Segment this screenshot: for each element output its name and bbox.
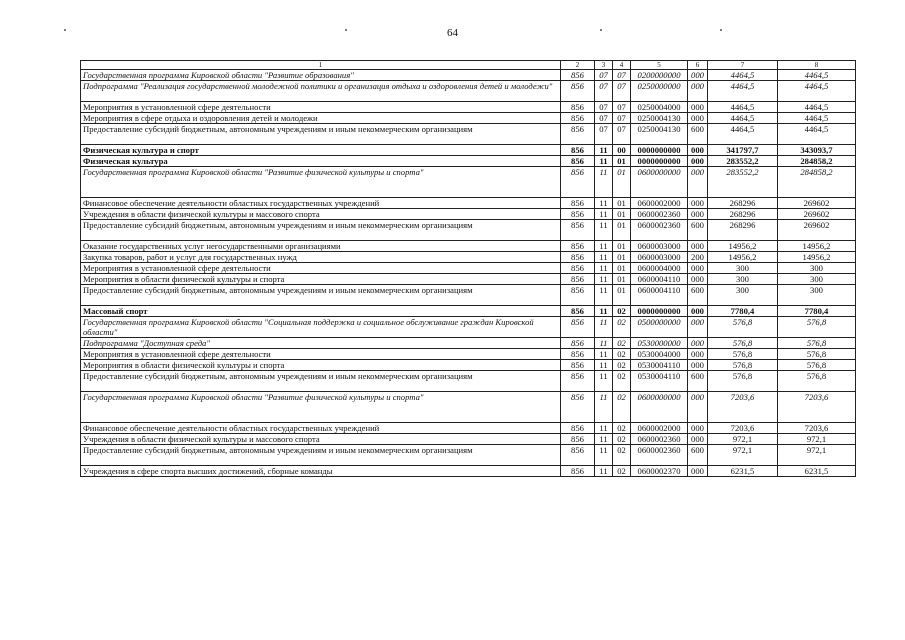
row-ministry-code: 856	[561, 349, 595, 360]
table-row	[81, 306, 856, 317]
row-name: Государственная программа Кировской области "Развитие физической культуры и спорта"	[81, 392, 561, 423]
row-expense-type: 600	[688, 445, 708, 466]
row-target-article: 0000000000	[631, 306, 688, 317]
row-subsection: 01	[613, 263, 631, 274]
row-name: Учреждения в области физической культуры и массового спорта	[81, 209, 561, 220]
row-section: 11	[595, 423, 613, 434]
row-subsection: 07	[613, 113, 631, 124]
row-ministry-code: 856	[561, 70, 595, 81]
row-name: Оказание государственных услуг негосударственными организациями	[81, 241, 561, 252]
row-expense-type: 000	[688, 317, 708, 338]
page-number: 64	[447, 27, 458, 39]
row-amount-2: 4464,5	[778, 124, 856, 145]
scan-speck	[600, 29, 602, 31]
row-section: 11	[595, 349, 613, 360]
row-expense-type: 000	[688, 102, 708, 113]
header-cell: 5	[631, 61, 688, 70]
row-ministry-code: 856	[561, 317, 595, 338]
row-expense-type: 000	[688, 338, 708, 349]
row-section: 11	[595, 198, 613, 209]
row-ministry-code: 856	[561, 263, 595, 274]
row-target-article: 0000000000	[631, 145, 688, 156]
row-amount-2: 576,8	[778, 349, 856, 360]
row-expense-type: 600	[688, 285, 708, 306]
row-expense-type: 000	[688, 274, 708, 285]
row-name: Мероприятия в установленной сфере деятельности	[81, 263, 561, 274]
row-expense-type: 000	[688, 392, 708, 423]
table-row	[81, 220, 856, 241]
row-amount-1: 14956,2	[708, 241, 778, 252]
table-row	[81, 263, 856, 274]
row-ministry-code: 856	[561, 423, 595, 434]
row-name: Мероприятия в области физической культуры и спорта	[81, 360, 561, 371]
row-target-article: 0600003000	[631, 241, 688, 252]
row-amount-1: 4464,5	[708, 70, 778, 81]
row-subsection: 01	[613, 241, 631, 252]
header-cell: 7	[708, 61, 778, 70]
row-section: 11	[595, 371, 613, 392]
row-amount-1: 4464,5	[708, 113, 778, 124]
row-target-article: 0600004000	[631, 263, 688, 274]
table-row	[81, 360, 856, 371]
row-target-article: 0600002360	[631, 434, 688, 445]
row-name: Массовый спорт	[81, 306, 561, 317]
row-target-article: 0500000000	[631, 317, 688, 338]
row-ministry-code: 856	[561, 156, 595, 167]
row-subsection: 07	[613, 102, 631, 113]
row-amount-2: 576,8	[778, 317, 856, 338]
row-name: Мероприятия в установленной сфере деятельности	[81, 349, 561, 360]
row-name: Учреждения в области физической культуры и массового спорта	[81, 434, 561, 445]
row-section: 07	[595, 124, 613, 145]
row-section: 11	[595, 338, 613, 349]
row-amount-1: 283552,2	[708, 156, 778, 167]
row-section: 11	[595, 252, 613, 263]
row-target-article: 0600002360	[631, 209, 688, 220]
row-name: Предоставление субсидий бюджетным, автономным учреждениям и иным некоммерческим организациям	[81, 445, 561, 466]
row-amount-2: 300	[778, 263, 856, 274]
row-ministry-code: 856	[561, 338, 595, 349]
table-row	[81, 70, 856, 81]
row-amount-1: 300	[708, 285, 778, 306]
table-row	[81, 156, 856, 167]
row-amount-2: 4464,5	[778, 70, 856, 81]
row-amount-2: 7203,6	[778, 392, 856, 423]
header-cell: 1	[81, 61, 561, 70]
table-row	[81, 113, 856, 124]
row-expense-type: 000	[688, 423, 708, 434]
table-body	[81, 70, 856, 477]
row-ministry-code: 856	[561, 241, 595, 252]
budget-table	[80, 60, 856, 477]
row-ministry-code: 856	[561, 252, 595, 263]
row-section: 07	[595, 113, 613, 124]
row-name: Предоставление субсидий бюджетным, автономным учреждениям и иным некоммерческим организациям	[81, 220, 561, 241]
row-subsection: 02	[613, 306, 631, 317]
header-cell: 4	[613, 61, 631, 70]
row-amount-2: 300	[778, 274, 856, 285]
scan-speck	[64, 29, 66, 31]
row-target-article: 0530004110	[631, 371, 688, 392]
row-target-article: 0600002000	[631, 423, 688, 434]
row-amount-1: 576,8	[708, 317, 778, 338]
row-amount-2: 269602	[778, 198, 856, 209]
row-subsection: 01	[613, 252, 631, 263]
row-amount-1: 576,8	[708, 360, 778, 371]
header-row	[81, 61, 856, 70]
row-expense-type: 000	[688, 306, 708, 317]
row-amount-2: 300	[778, 285, 856, 306]
row-expense-type: 000	[688, 198, 708, 209]
header-cell: 3	[595, 61, 613, 70]
table-row	[81, 445, 856, 466]
row-subsection: 02	[613, 466, 631, 477]
row-amount-2: 7203,6	[778, 423, 856, 434]
row-ministry-code: 856	[561, 198, 595, 209]
row-ministry-code: 856	[561, 392, 595, 423]
row-target-article: 0200000000	[631, 70, 688, 81]
row-name: Физическая культура	[81, 156, 561, 167]
row-name: Физическая культура и спорт	[81, 145, 561, 156]
table-row	[81, 198, 856, 209]
row-amount-2: 269602	[778, 220, 856, 241]
row-ministry-code: 856	[561, 113, 595, 124]
row-name: Подпрограмма "Доступная среда"	[81, 338, 561, 349]
row-amount-2: 269602	[778, 209, 856, 220]
row-target-article: 0250000000	[631, 81, 688, 102]
table-row	[81, 241, 856, 252]
row-name: Закупка товаров, работ и услуг для государственных нужд	[81, 252, 561, 263]
row-subsection: 02	[613, 349, 631, 360]
table-row	[81, 167, 856, 198]
row-name: Государственная программа Кировской области "Развитие образования"	[81, 70, 561, 81]
row-section: 11	[595, 145, 613, 156]
row-subsection: 02	[613, 445, 631, 466]
table-row	[81, 209, 856, 220]
row-name: Предоставление субсидий бюджетным, автономным учреждениям и иным некоммерческим организациям	[81, 124, 561, 145]
row-section: 11	[595, 445, 613, 466]
scan-speck	[345, 29, 347, 31]
row-subsection: 01	[613, 220, 631, 241]
row-amount-1: 7780,4	[708, 306, 778, 317]
table-row	[81, 423, 856, 434]
row-expense-type: 000	[688, 70, 708, 81]
table-row	[81, 274, 856, 285]
row-section: 11	[595, 434, 613, 445]
row-subsection: 02	[613, 360, 631, 371]
row-subsection: 01	[613, 156, 631, 167]
row-amount-1: 7203,6	[708, 392, 778, 423]
row-expense-type: 600	[688, 124, 708, 145]
table-row	[81, 285, 856, 306]
row-target-article: 0600004110	[631, 274, 688, 285]
row-expense-type: 200	[688, 252, 708, 263]
row-target-article: 0250004130	[631, 124, 688, 145]
row-amount-1: 4464,5	[708, 81, 778, 102]
table-row	[81, 145, 856, 156]
row-amount-1: 300	[708, 263, 778, 274]
table-row	[81, 466, 856, 477]
row-section: 11	[595, 220, 613, 241]
row-amount-2: 4464,5	[778, 81, 856, 102]
row-subsection: 01	[613, 167, 631, 198]
row-target-article: 0600000000	[631, 167, 688, 198]
row-amount-1: 14956,2	[708, 252, 778, 263]
row-amount-2: 6231,5	[778, 466, 856, 477]
row-subsection: 01	[613, 198, 631, 209]
row-section: 07	[595, 102, 613, 113]
row-ministry-code: 856	[561, 360, 595, 371]
table-row	[81, 392, 856, 423]
row-expense-type: 600	[688, 220, 708, 241]
table-row	[81, 102, 856, 113]
row-subsection: 01	[613, 285, 631, 306]
row-amount-2: 4464,5	[778, 113, 856, 124]
row-name: Мероприятия в области физической культуры и спорта	[81, 274, 561, 285]
table-row	[81, 252, 856, 263]
row-section: 11	[595, 285, 613, 306]
row-target-article: 0600002370	[631, 466, 688, 477]
row-section: 11	[595, 306, 613, 317]
row-expense-type: 000	[688, 360, 708, 371]
row-name: Учреждения в сфере спорта высших достижений, сборные команды	[81, 466, 561, 477]
row-target-article: 0600002000	[631, 198, 688, 209]
row-target-article: 0250004000	[631, 102, 688, 113]
row-subsection: 01	[613, 274, 631, 285]
row-section: 11	[595, 167, 613, 198]
row-amount-1: 268296	[708, 209, 778, 220]
row-section: 11	[595, 241, 613, 252]
row-amount-2: 284858,2	[778, 167, 856, 198]
row-subsection: 07	[613, 70, 631, 81]
table-row	[81, 338, 856, 349]
row-section: 07	[595, 81, 613, 102]
row-name: Предоставление субсидий бюджетным, автономным учреждениям и иным некоммерческим организациям	[81, 285, 561, 306]
row-expense-type: 000	[688, 167, 708, 198]
row-expense-type: 000	[688, 156, 708, 167]
row-amount-1: 341797,7	[708, 145, 778, 156]
row-subsection: 02	[613, 371, 631, 392]
row-name: Мероприятия в установленной сфере деятельности	[81, 102, 561, 113]
row-section: 11	[595, 466, 613, 477]
row-name: Финансовое обеспечение деятельности областных государственных учреждений	[81, 198, 561, 209]
row-ministry-code: 856	[561, 81, 595, 102]
row-name: Предоставление субсидий бюджетным, автономным учреждениям и иным некоммерческим организациям	[81, 371, 561, 392]
row-ministry-code: 856	[561, 145, 595, 156]
row-ministry-code: 856	[561, 445, 595, 466]
row-amount-2: 343093,7	[778, 145, 856, 156]
row-subsection: 07	[613, 81, 631, 102]
row-expense-type: 000	[688, 466, 708, 477]
row-amount-1: 972,1	[708, 434, 778, 445]
row-name: Финансовое обеспечение деятельности областных государственных учреждений	[81, 423, 561, 434]
row-amount-2: 972,1	[778, 445, 856, 466]
row-amount-1: 972,1	[708, 445, 778, 466]
row-amount-1: 576,8	[708, 338, 778, 349]
row-name: Государственная программа Кировской области "Развитие физической культуры и спорта"	[81, 167, 561, 198]
table-row	[81, 349, 856, 360]
row-section: 07	[595, 70, 613, 81]
row-amount-1: 4464,5	[708, 102, 778, 113]
row-amount-1: 300	[708, 274, 778, 285]
row-ministry-code: 856	[561, 434, 595, 445]
row-ministry-code: 856	[561, 220, 595, 241]
row-expense-type: 000	[688, 209, 708, 220]
header-cell: 6	[688, 61, 708, 70]
table-row	[81, 317, 856, 338]
row-section: 11	[595, 156, 613, 167]
row-section: 11	[595, 392, 613, 423]
table-row	[81, 81, 856, 102]
row-amount-1: 6231,5	[708, 466, 778, 477]
row-section: 11	[595, 360, 613, 371]
row-amount-2: 14956,2	[778, 252, 856, 263]
row-amount-2: 284858,2	[778, 156, 856, 167]
row-target-article: 0600002360	[631, 445, 688, 466]
table-row	[81, 124, 856, 145]
row-amount-1: 4464,5	[708, 124, 778, 145]
row-ministry-code: 856	[561, 371, 595, 392]
row-ministry-code: 856	[561, 285, 595, 306]
header-cell: 8	[778, 61, 856, 70]
row-subsection: 02	[613, 317, 631, 338]
row-target-article: 0600004110	[631, 285, 688, 306]
row-name: Подпрограмма "Реализация государственной молодежной политики и организация отдыха и оздоровления детей и молодежи"	[81, 81, 561, 102]
row-ministry-code: 856	[561, 466, 595, 477]
row-target-article: 0530000000	[631, 338, 688, 349]
row-target-article: 0530004000	[631, 349, 688, 360]
row-section: 11	[595, 209, 613, 220]
row-section: 11	[595, 317, 613, 338]
row-subsection: 07	[613, 124, 631, 145]
row-amount-2: 576,8	[778, 371, 856, 392]
row-name: Государственная программа Кировской области "Социальная поддержка и социальное обслуживание граждан Кировской области"	[81, 317, 561, 338]
row-section: 11	[595, 274, 613, 285]
row-expense-type: 600	[688, 371, 708, 392]
row-subsection: 02	[613, 338, 631, 349]
row-subsection: 01	[613, 209, 631, 220]
row-ministry-code: 856	[561, 167, 595, 198]
row-ministry-code: 856	[561, 102, 595, 113]
row-target-article: 0000000000	[631, 156, 688, 167]
header-cell: 2	[561, 61, 595, 70]
row-amount-2: 14956,2	[778, 241, 856, 252]
row-name: Мероприятия в сфере отдыха и оздоровления детей и молодежи	[81, 113, 561, 124]
row-amount-1: 7203,6	[708, 423, 778, 434]
row-subsection: 02	[613, 423, 631, 434]
row-amount-1: 268296	[708, 220, 778, 241]
row-expense-type: 000	[688, 349, 708, 360]
row-subsection: 02	[613, 434, 631, 445]
row-subsection: 02	[613, 392, 631, 423]
row-ministry-code: 856	[561, 306, 595, 317]
row-ministry-code: 856	[561, 274, 595, 285]
row-amount-1: 576,8	[708, 371, 778, 392]
row-ministry-code: 856	[561, 209, 595, 220]
row-ministry-code: 856	[561, 124, 595, 145]
row-expense-type: 000	[688, 263, 708, 274]
row-target-article: 0250004130	[631, 113, 688, 124]
row-target-article: 0600000000	[631, 392, 688, 423]
row-amount-1: 268296	[708, 198, 778, 209]
row-amount-1: 576,8	[708, 349, 778, 360]
row-amount-2: 4464,5	[778, 102, 856, 113]
row-section: 11	[595, 263, 613, 274]
row-amount-1: 283552,2	[708, 167, 778, 198]
row-target-article: 0600003000	[631, 252, 688, 263]
row-expense-type: 000	[688, 241, 708, 252]
row-expense-type: 000	[688, 81, 708, 102]
table-row	[81, 371, 856, 392]
row-expense-type: 000	[688, 113, 708, 124]
table-row	[81, 434, 856, 445]
row-target-article: 0600002360	[631, 220, 688, 241]
row-expense-type: 000	[688, 434, 708, 445]
row-amount-2: 972,1	[778, 434, 856, 445]
row-subsection: 00	[613, 145, 631, 156]
scan-speck	[720, 29, 722, 31]
row-amount-2: 576,8	[778, 360, 856, 371]
row-target-article: 0530004110	[631, 360, 688, 371]
row-amount-2: 576,8	[778, 338, 856, 349]
row-amount-2: 7780,4	[778, 306, 856, 317]
row-expense-type: 000	[688, 145, 708, 156]
